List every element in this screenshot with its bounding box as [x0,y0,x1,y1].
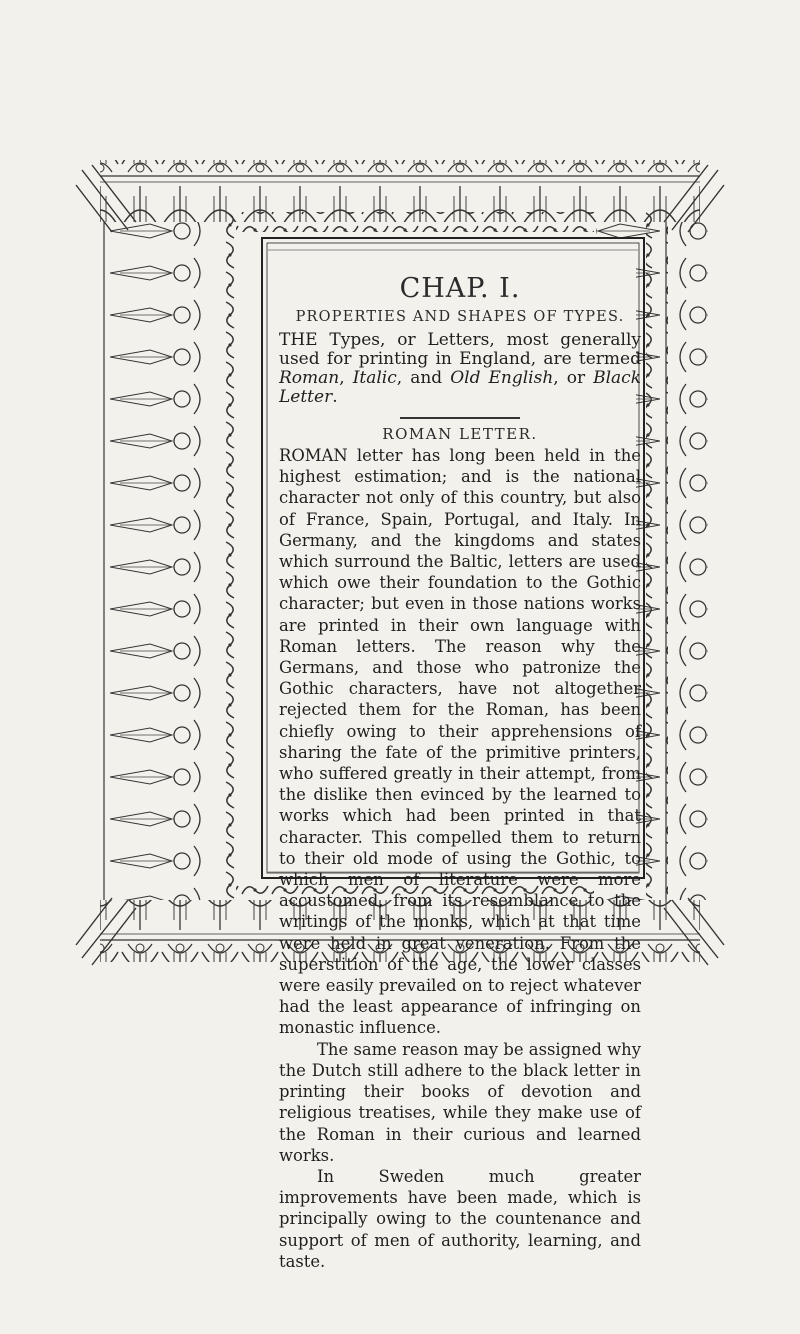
divider-rule [400,417,520,419]
term-italic: Italic [352,368,397,388]
body-paragraph: The same reason may be assigned why the Dutch still adhere to the black letter in printing their books of devotion and religious treatises, while they make use of the Roman in their curious and learned works. [279,1039,641,1165]
intro-sep: , or [553,368,594,388]
intro-text: THE Types, or Letters, most generally used for printing in England, are termed [279,330,641,369]
chapter-subtitle: PROPERTIES AND SHAPES OF TYPES. [295,309,625,325]
intro-end: . [332,387,338,407]
term-old-english: Old English [450,368,554,388]
left-ornament-band [100,222,212,900]
section-heading: ROMAN LETTER. [382,425,538,443]
body-paragraph: In Sweden much greater improvements have been made, which is principally owing to the countenance and support of men of authority, learning, and taste. [279,1166,641,1271]
body-paragraph: ROMAN letter has long been held in the highest estimation; and is the national character not only of this country, but also of France, Spain, Portugal, and Italy. In Germany, and the kingdoms and states which surround the Baltic, letters are used which owe their foundation to the Gothic character; but even in those nations works are printed in their own language with Roman letters. The reason why the Germans, and those who patronize the Gothic characters, have not altogether rejected them for the Roman, has been chiefly owing to their apprehensions of sharing the fate of the primitive printers, who suffered greatly in their attempt, from the dislike then evinced by the learned to works which had been printed in that character. This compelled them to return to their old mode of using the Gothic, to which men of literature were more accustomed, from its resemblance to the writings of the monks, which at that time were held in great veneration. From the superstition of the age, the lower classes were easily prevailed on to reject whatever had the least appearance of infringing on monastic influence. [279,446,641,1038]
intro-sep: , [339,368,353,388]
term-roman: Roman [279,368,340,388]
intro-paragraph [279,331,641,407]
text-block [279,267,641,1271]
right-chain-ornament [646,212,668,902]
chapter-heading: CHAP. I. [399,273,521,304]
top-chain-ornament [236,212,594,232]
intro-sep: , and [396,368,451,388]
left-chain-ornament [224,212,246,902]
term-black-letter: Black Letter [279,368,641,407]
